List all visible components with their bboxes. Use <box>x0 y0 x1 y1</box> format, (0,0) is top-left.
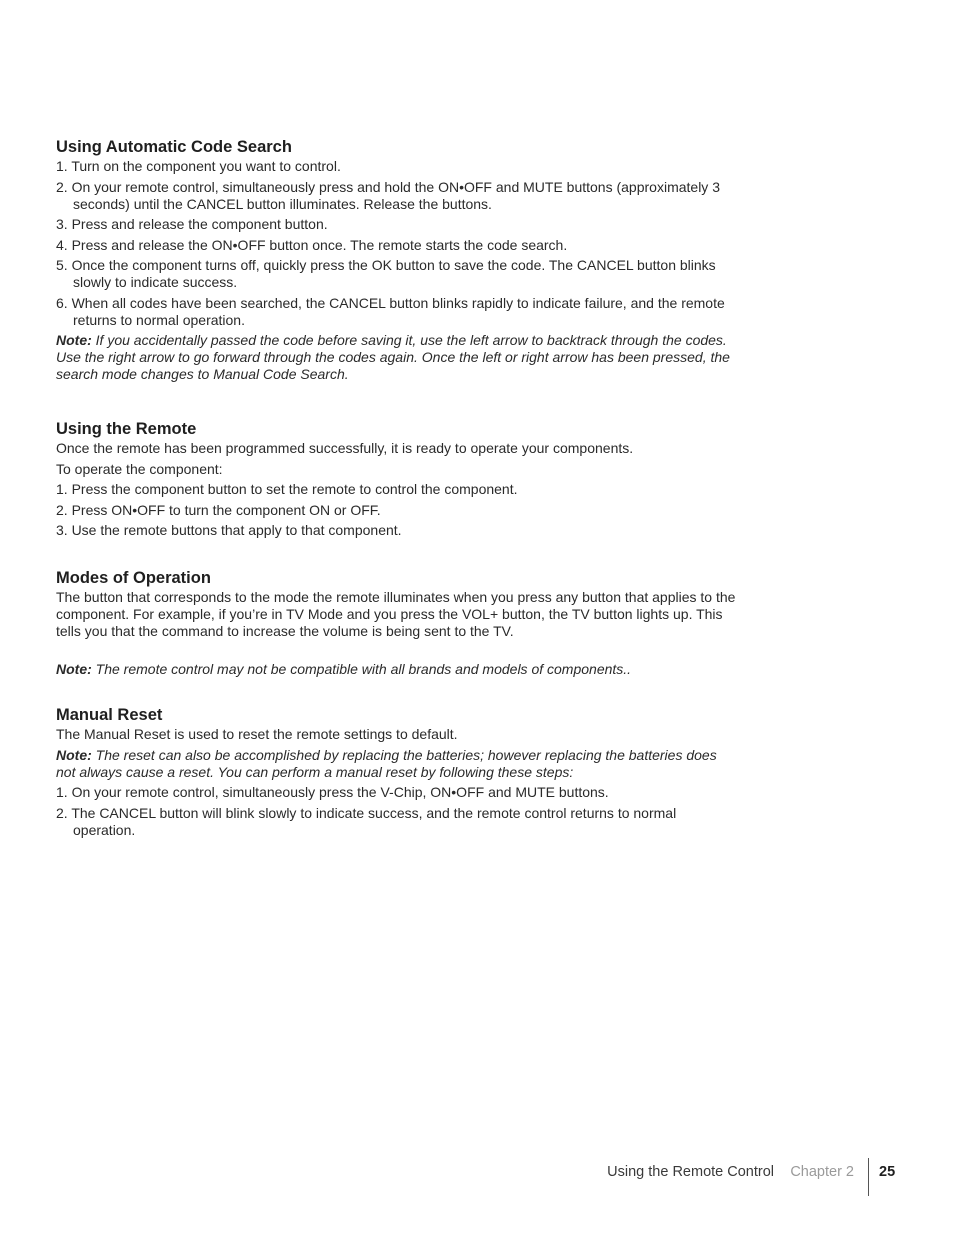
section-automatic-code-search <box>56 137 736 383</box>
list-item: 3. Press and release the component button. <box>56 216 328 232</box>
footer-title: Using the Remote Control <box>607 1164 774 1180</box>
body-paragraph: The Manual Reset is used to reset the remote settings to default. <box>56 726 458 742</box>
note-text: The remote control may not be compatible with all brands and models of components.. <box>95 661 632 677</box>
section-heading: Manual Reset <box>56 706 163 724</box>
section-heading: Using the Remote <box>56 420 197 438</box>
steps-list <box>56 784 736 839</box>
note-paragraph <box>56 332 736 383</box>
lead-paragraph: To operate the component: <box>56 460 223 477</box>
list-item: 1. Turn on the component you want to control. <box>56 158 341 174</box>
list-item: 2. On your remote control, simultaneously press and hold the ON•OFF and MUTE buttons (approximately 3 seconds) until the CANCEL button illuminates. Release the buttons. <box>56 178 720 212</box>
note-text: The reset can also be accomplished by replacing the batteries; however replacing the batteries does not always cause a reset. You can perform a manual reset by following these steps: <box>56 746 717 780</box>
intro-paragraph: Once the remote has been programmed successfully, it is ready to operate your components. <box>56 440 634 456</box>
section-heading: Modes of Operation <box>56 569 211 587</box>
list-item: 2. Press ON•OFF to turn the component ON or OFF. <box>56 501 381 518</box>
page-footer <box>0 1158 954 1196</box>
list-item: 5. Once the component turns off, quickly press the OK button to save the code. The CANCEL button blinks slowly to indicate success. <box>56 257 716 290</box>
footer-divider <box>868 1158 869 1196</box>
note-text: If you accidentally passed the code before saving it, use the left arrow to backtrack through the codes. Use the right arrow to go forward through the codes again. Once the left or right arrow has been pressed, the search mode changes to Manual Code Search. <box>56 332 730 382</box>
steps-list <box>56 481 736 539</box>
note-label: Note: <box>56 746 92 763</box>
note-label: Note: <box>56 332 92 348</box>
body-paragraph: The button that corresponds to the mode the remote illuminates when you press any button that applies to the component. For example, if you’re in TV Mode and you press the VOL+ button, the TV button lights up. This tells you that the command to increase the volume is being sent to the TV. <box>56 589 736 639</box>
list-item: 1. Press the component button to set the remote to control the component. <box>56 481 518 497</box>
steps-list <box>56 158 736 329</box>
list-item: 6. When all codes have been searched, the CANCEL button blinks rapidly to indicate failure, and the remote returns to normal operation. <box>56 294 725 328</box>
list-item: 2. The CANCEL button will blink slowly to indicate success, and the remote control returns to normal operation. <box>56 804 677 838</box>
page-content <box>56 137 736 842</box>
page-number: 25 <box>879 1164 896 1180</box>
note-paragraph <box>56 747 736 781</box>
list-item: 1. On your remote control, simultaneously press the V-Chip, ON•OFF and MUTE buttons. <box>56 784 609 800</box>
footer-chapter: Chapter 2 <box>790 1164 854 1180</box>
section-using-the-remote <box>56 419 736 539</box>
section-heading: Using Automatic Code Search <box>56 138 292 156</box>
section-modes-of-operation <box>56 568 736 678</box>
note-paragraph <box>56 661 736 678</box>
list-item: 4. Press and release the ON•OFF button once. The remote starts the code search. <box>56 236 568 253</box>
section-manual-reset <box>56 705 736 839</box>
note-label: Note: <box>56 661 92 677</box>
list-item: 3. Use the remote buttons that apply to that component. <box>56 522 402 538</box>
